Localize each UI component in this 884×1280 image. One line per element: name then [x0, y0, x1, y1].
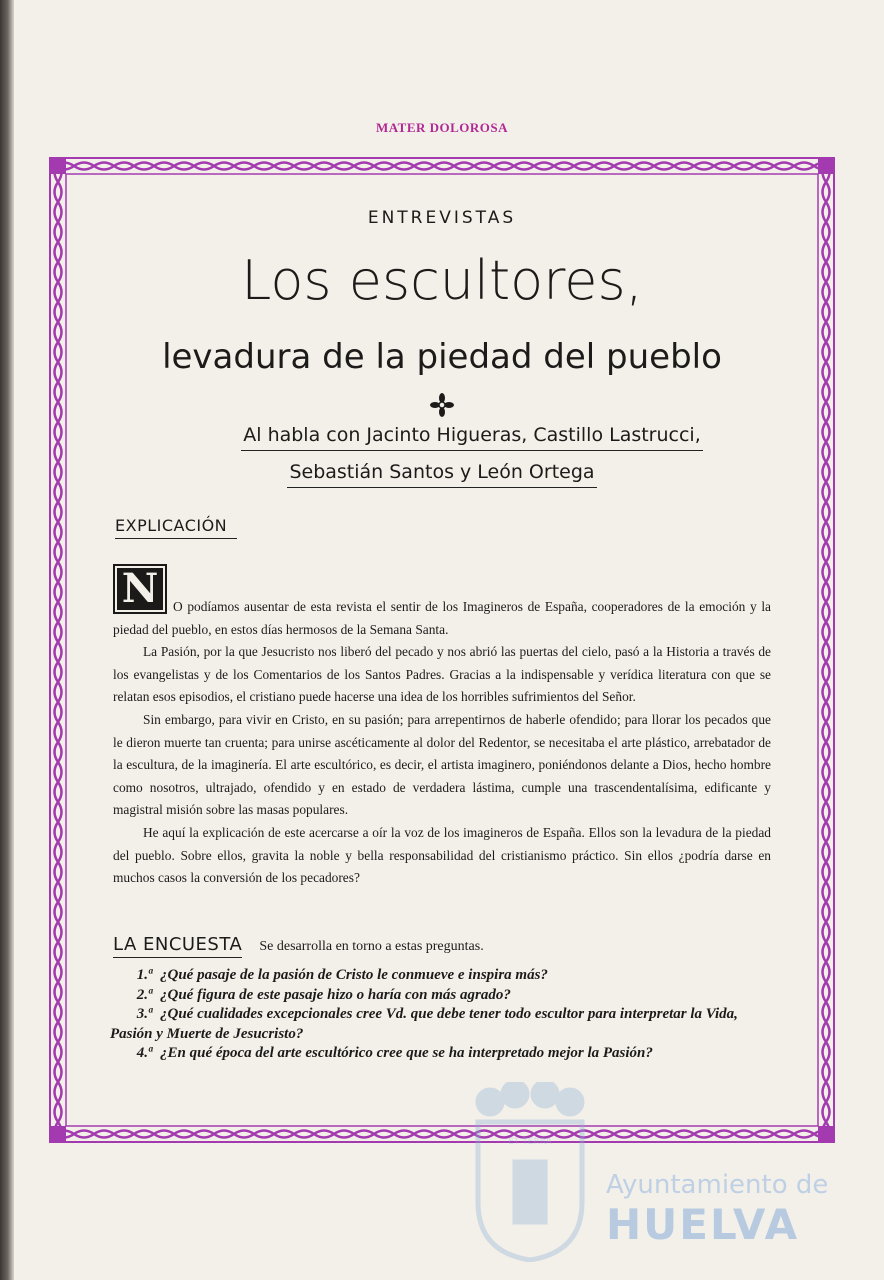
paragraph: N O podíamos ausentar de esta revista el sentir de los Imagineros de España, cooperadores de la emoción y la piedad del pueblo, en estos días hermosos de la Semana Santa. [113, 565, 771, 637]
paragraph: Sin embargo, para vivir en Cristo, en su pasión; para arrepentirnos de haberle ofendido; para llorar los pecados que le dieron muerte tan cruenta; para unirse ascéticamente al dolor del Redentor, se necesitaba el arte plástico, arrebatador de la escultura, de la imaginería. El arte escultórico, es decir, el artista imaginero, poniéndonos delante a Dios, hecho hombre como nosotros, ultrajado, ofendido y en estado de verdadera lástima, cumple una trascendentalísima, edificante y magistral misión sobre las masas populares. [113, 711, 771, 818]
watermark-text-line-2: HUELVA [606, 1200, 800, 1249]
survey-header [113, 934, 773, 955]
section-label: ENTREVISTAS [367, 208, 517, 228]
subjects-line-2: Sebastián Santos y León Ortega [287, 461, 596, 488]
explanation-body [113, 565, 771, 890]
question-item: 4.ª ¿En qué época del arte escultórico cree que se ha interpretado mejor la Pasión? [136, 1045, 653, 1061]
question-item: 1.ª ¿Qué pasaje de la pasión de Cristo le conmueve e inspira más? [136, 967, 548, 983]
watermark-text-line-1: Ayuntamiento de [606, 1170, 829, 1200]
drop-cap: N [113, 564, 167, 614]
survey-questions [110, 966, 775, 1064]
page-title: Los escultores, [241, 249, 643, 312]
survey-heading: LA ENCUESTA [113, 934, 242, 958]
flower-ornament-icon [430, 393, 454, 417]
paragraph: He aquí la explicación de este acercarse a oír la voz de los imagineros de España. Ellos son la levadura de la piedad del pueblo. Sobre ellos, gravita la noble y bella responsabilidad del cristianismo práctico. Sin ellos ¿podría darse en muchos casos la conversión de los pecadores? [113, 824, 771, 886]
page-subtitle: levadura de la piedad del pueblo [162, 337, 722, 377]
question-item: 3.ª ¿Qué cualidades excepcionales cree Vd. que debe tener todo escultor para interpretar la Vida, Pasión y Muerte de Jesucristo? [110, 1006, 738, 1042]
explanation-heading: EXPLICACIÓN [115, 516, 237, 539]
subjects-line-1: Al habla con Jacinto Higueras, Castillo Lastrucci, [241, 424, 703, 451]
city-shield-watermark [470, 1082, 590, 1262]
survey-intro: Se desarrolla en torno a estas preguntas. [259, 939, 484, 954]
running-head: MATER DOLOROSA [375, 120, 509, 135]
interview-subjects [0, 424, 884, 488]
paragraph: La Pasión, por la que Jesucristo nos liberó del pecado y nos abrió las puertas del cielo, pasó a la Historia a través de los evangelistas y de los Comentarios de los Santos Padres. Gracias a la indispensable y verídica literatura con que se relatan esos episodios, el cristiano puede hacerse una idea de los horribles sufrimientos del Señor. [113, 644, 771, 705]
question-item: 2.ª ¿Qué figura de este pasaje hizo o haría con más agrado? [136, 986, 511, 1003]
svg-text:ET TERRA: ET TERRA [508, 1137, 552, 1147]
